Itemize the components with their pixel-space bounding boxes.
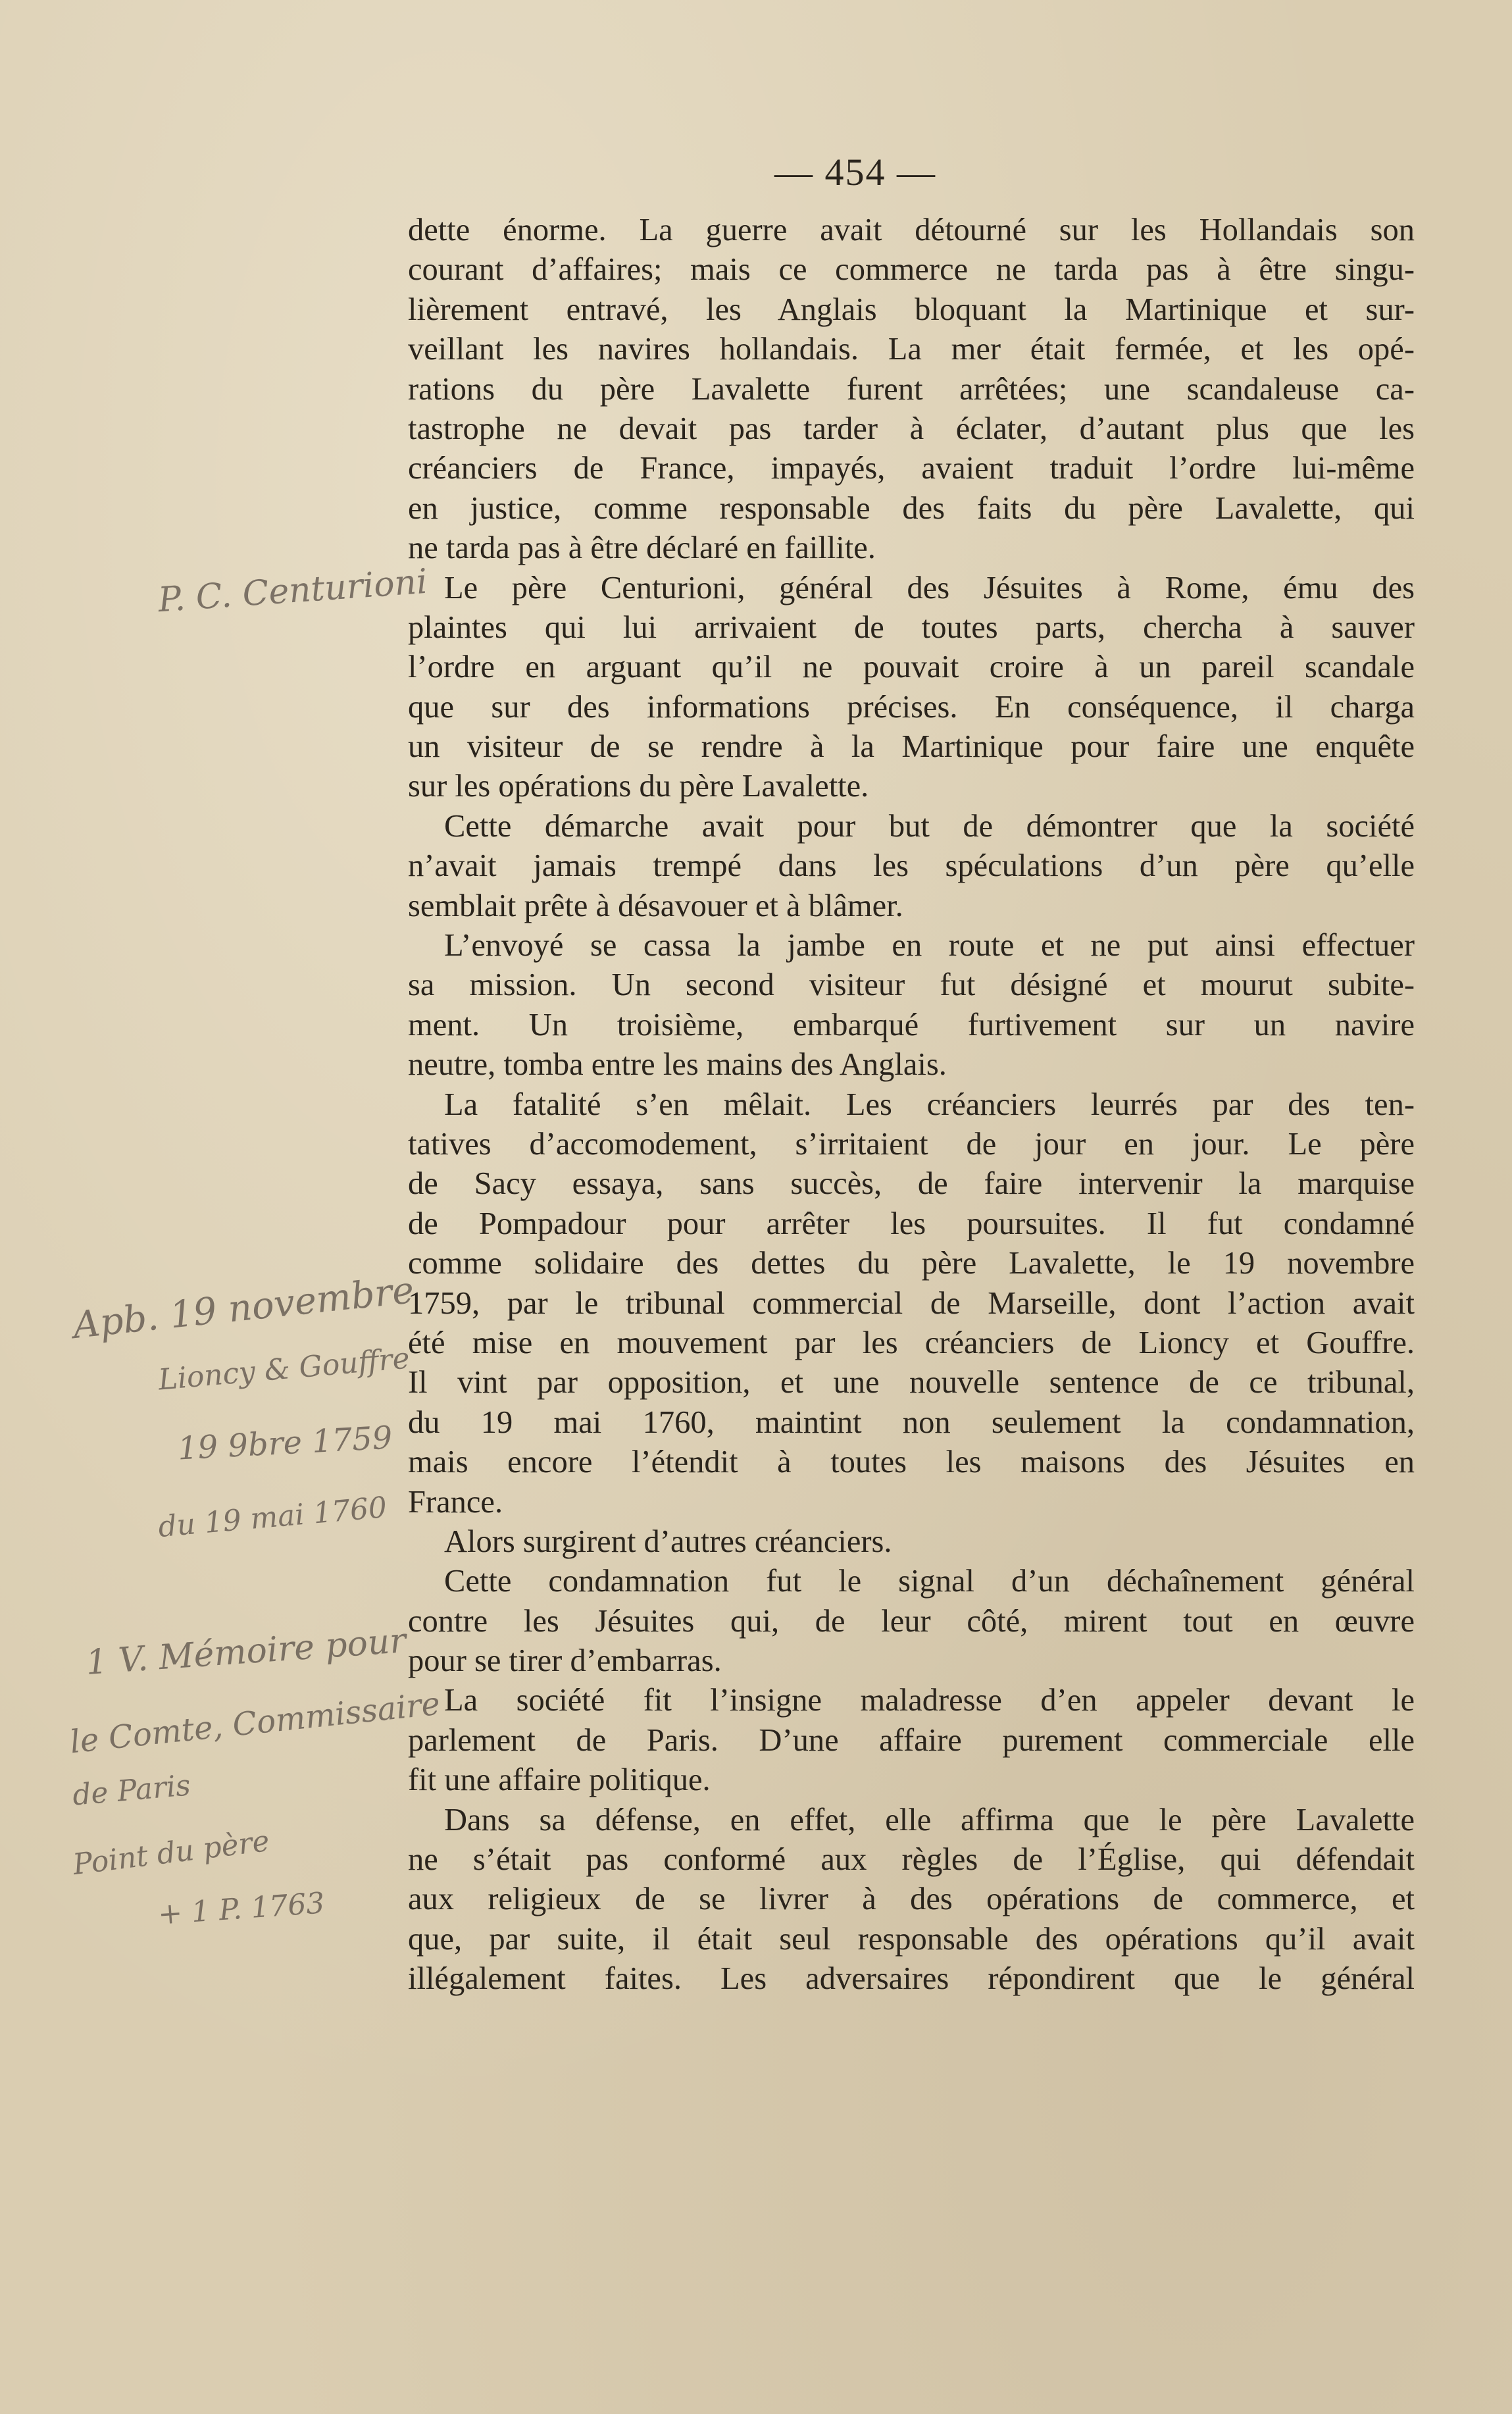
margin-note: + 1 P. 1763 [157, 1886, 326, 1932]
text-line: ne s’était pas conformé aux règles de l’Église, qui défendait [408, 1842, 1415, 1878]
text-line: que, par suite, il était seul responsable des opérations qu’il avait [408, 1921, 1415, 1957]
handwritten-margin-notes [0, 0, 442, 2414]
page-number: — 454 — [774, 151, 936, 193]
margin-note: du 19 mai 1760 [157, 1490, 389, 1545]
text-line: ment. Un troisième, embarqué furtivement sur un navire [408, 1007, 1415, 1042]
text-line: 1759, par le tribunal commercial de Marseille, dont l’action avait [408, 1285, 1415, 1321]
text-line: Alors surgirent d’autres créanciers. [444, 1524, 892, 1559]
text-line: Dans sa défense, en effet, elle affirma que le père Lavalette [444, 1802, 1415, 1837]
text-line: que sur des informations précises. En conséquence, il charga [408, 689, 1415, 725]
text-line: un visiteur de se rendre à la Martinique pour faire une enquête [408, 729, 1415, 765]
text-line: du 19 mai 1760, maintint non seulement la condamnation, [408, 1404, 1415, 1440]
margin-note: Apb. 19 novembre [71, 1268, 416, 1348]
text-line: comme solidaire des dettes du père Lavalette, le 19 novembre [408, 1246, 1415, 1281]
text-line: contre les Jésuites qui, de leur côté, mirent tout en œuvre [408, 1603, 1415, 1639]
text-line: tatives d’accomodement, s’irritaient de jour en jour. Le père [408, 1126, 1415, 1162]
text-line: Cette démarche avait pour but de démontrer que la société [444, 808, 1415, 844]
text-line: l’ordre en arguant qu’il ne pouvait croire à un pareil scandale [408, 650, 1415, 685]
text-line: L’envoyé se cassa la jambe en route et ne put ainsi effectuer [444, 928, 1415, 963]
text-line: rations du père Lavalette furent arrêtées; une scandaleuse ca- [408, 371, 1415, 407]
text-line: veillant les navires hollandais. La mer était fermée, et les opé- [408, 332, 1415, 367]
margin-note: 19 9bre 1759 [176, 1419, 393, 1468]
text-line: sur les opérations du père Lavalette. [408, 769, 869, 804]
text-line: n’avait jamais trempé dans les spéculations d’un père qu’elle [408, 848, 1415, 884]
margin-note: le Comte, Commissaire [68, 1685, 442, 1761]
text-line: courant d’affaires; mais ce commerce ne tarda pas à être singu- [408, 252, 1415, 288]
text-line: tastrophe ne devait pas tarder à éclater, d’autant plus que les [408, 411, 1415, 446]
text-line: neutre, tomba entre les mains des Anglais. [408, 1047, 947, 1083]
text-line: aux religieux de se livrer à des opérations de commerce, et [408, 1882, 1415, 1917]
text-line: sa mission. Un second visiteur fut désigné et mourut subite- [408, 967, 1415, 1003]
text-line: de Pompadour pour arrêter les poursuites. Il fut condamné [408, 1206, 1415, 1241]
text-line: en justice, comme responsable des faits du père Lavalette, qui [408, 490, 1415, 526]
margin-note: P. C. Centurioni [157, 561, 429, 621]
text-line: ne tarda pas à être déclaré en faillite. [408, 530, 876, 566]
margin-note: de Paris [71, 1768, 192, 1812]
text-line: pour se tirer d’embarras. [408, 1643, 722, 1679]
text-line: mais encore l’étendit à toutes les maisons des Jésuites en [408, 1445, 1415, 1480]
text-line: été mise en mouvement par les créanciers de Lioncy et Gouffre. [408, 1325, 1415, 1360]
margin-note: Point du père [71, 1824, 272, 1882]
text-line: dette énorme. La guerre avait détourné sur les Hollandais son [408, 213, 1415, 247]
text-line: France. [408, 1484, 503, 1520]
margin-note: 1 V. Mémoire pour [84, 1621, 407, 1683]
text-line: La société fit l’insigne maladresse d’en appeler devant le [444, 1683, 1415, 1718]
text-line: lièrement entravé, les Anglais bloquant la Martinique et sur- [408, 292, 1415, 327]
text-line: Le père Centurioni, général des Jésuites à Rome, ému des [444, 570, 1415, 605]
text-line: créanciers de France, impayés, avaient traduit l’ordre lui-même [408, 451, 1415, 486]
text-line: La fatalité s’en mêlait. Les créanciers leurrés par des ten- [444, 1087, 1415, 1122]
text-line: fit une affaire politique. [408, 1762, 711, 1798]
text-line: plaintes qui lui arrivaient de toutes parts, chercha à sauver [408, 609, 1415, 645]
body-text [408, 211, 1415, 1999]
text-line: Il vint par opposition, et une nouvelle sentence de ce tribunal, [408, 1365, 1415, 1400]
margin-note: Lioncy & Gouffre [157, 1341, 411, 1397]
text-line: semblait prête à désavouer et à blâmer. [408, 888, 903, 923]
text-line: illégalement faites. Les adversaires répondirent que le général [408, 1961, 1415, 1997]
text-line: Cette condamnation fut le signal d’un déchaînement général [444, 1564, 1415, 1599]
text-line: de Sacy essaya, sans succès, de faire intervenir la marquise [408, 1166, 1415, 1202]
text-line: parlement de Paris. D’une affaire purement commerciale elle [408, 1722, 1415, 1758]
